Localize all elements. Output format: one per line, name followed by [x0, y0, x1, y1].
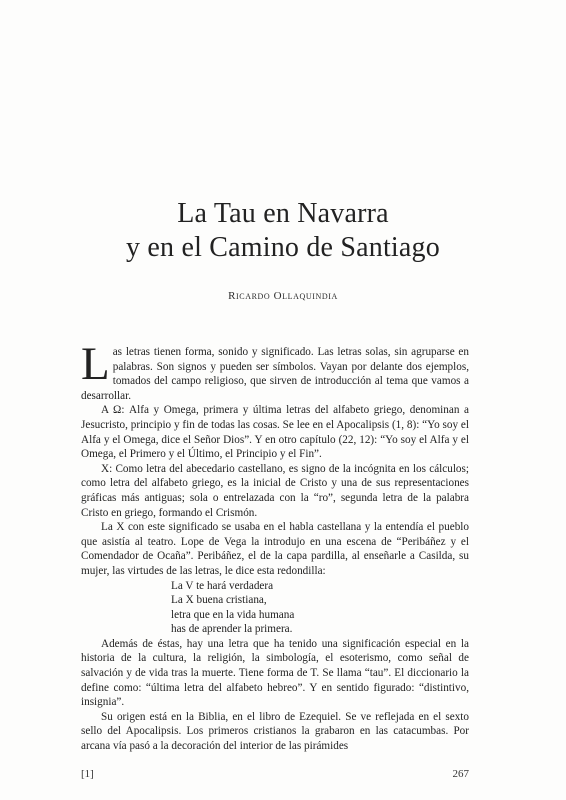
drop-cap: L: [81, 338, 110, 390]
article-author: Ricardo Ollaquindia: [228, 290, 338, 302]
article-body: [81, 338, 469, 754]
paragraph-4: La X con este significado se usaba en el habla castellana y la entendía el pueblo que asistía al teatro. Lope de Vega la introdujo en una escena de “Peribáñez y el Comendador de Ocaña”. Peribáñez, el de la capa pardilla, al enseñarle a Casilda, su mujer, las virtudes de las letras, le dice esta redondilla:: [81, 521, 469, 577]
verse-line: La V te hará verdadera: [171, 579, 274, 592]
paragraph-3: X: Como letra del abecedario castellano, es signo de la incógnita en los cálculos; como letra del alfabeto griego, es la inicial de Cristo y una de sus representaciones gráficas más antiguas; sola o entrelazada con la “ro”, segunda letra de la palabra Cristo en griego, formando el Crismón.: [81, 462, 469, 519]
verse-line: letra que en la vida humana: [171, 608, 295, 621]
verse-line: La X buena cristiana,: [171, 594, 267, 607]
paragraph-6: Su origen está en la Biblia, en el libro de Ezequiel. Se ve reflejada en el sexto sello del Apocalipsis. Los primeros cristianos la grabaron en las catacumbas. Por arcana vía pasó a la decoración del interior de las pirámides: [81, 710, 469, 753]
article-title-line-2: y en el Camino de Santiago: [126, 232, 440, 263]
page-number: 267: [452, 768, 469, 780]
verse-redondilla: [171, 579, 469, 637]
paragraph-5: Además de éstas, hay una letra que ha tenido una significación especial en la historia de la cultura, la religión, la simbología, el esoterismo, como señal de salvación y de vida tras la muerte. Tiene forma de T. Se llama “tau”. El diccionario la define como: “última letra del alfabeto hebreo”. Y en sentido figurado: “distintivo, insignia”.: [81, 637, 469, 709]
article-title-line-1: La Tau en Navarra: [177, 198, 389, 229]
verse-line: has de aprender la primera.: [171, 623, 293, 636]
paragraph-1: [81, 338, 469, 403]
footer-marker: [1]: [81, 768, 94, 780]
paragraph-2: A Ω: Alfa y Omega, primera y última letras del alfabeto griego, denominan a Jesucristo, principio y fin de todas las cosas. Se lee en el Apocalipsis (1, 8): “Yo soy el Alfa y el Omega, dice el Señor Dios”. Y en otro capítulo (22, 12): “Yo soy el Alfa y el Omega, el Primero y el Último, el Principio y el Fin”.: [81, 404, 469, 461]
paragraph-1-text: as letras tienen forma, sonido y significado. Las letras solas, sin agruparse en palabras. Son signos y pueden ser símbolos. Vayan por delante dos ejemplos, tomados del campo religioso, que sirven de introducción al tema que vamos a desarrollar.: [81, 346, 469, 402]
